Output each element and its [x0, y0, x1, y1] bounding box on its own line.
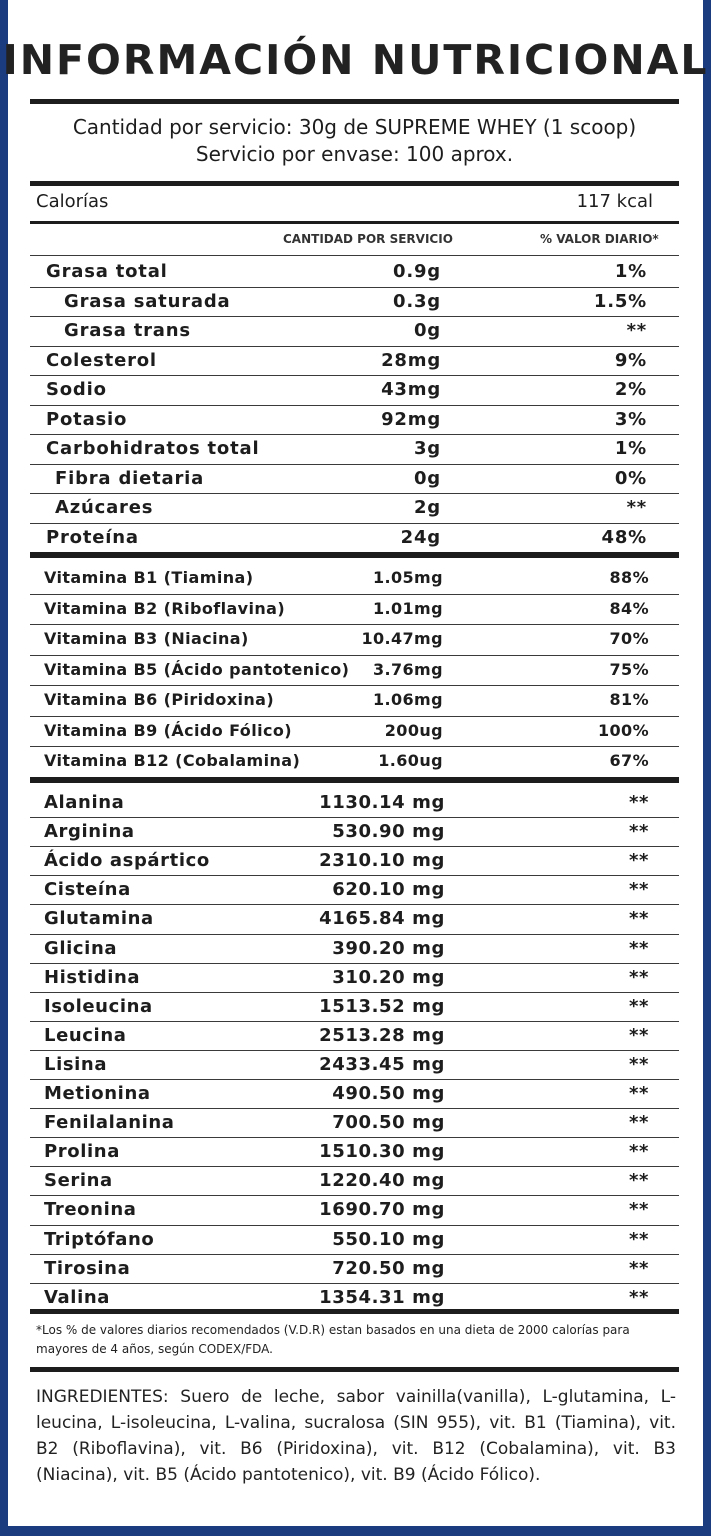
row-label: Azúcares	[55, 497, 154, 518]
row-label: Grasa total	[46, 261, 168, 282]
row-amount: 1220.40 mg	[319, 1170, 445, 1192]
row-daily-value: 84%	[609, 598, 649, 618]
table-row	[30, 993, 679, 1022]
row-amount: 1.06mg	[372, 690, 443, 709]
table-row	[30, 1051, 679, 1080]
table-row	[30, 494, 679, 524]
row-daily-value: **	[626, 320, 647, 341]
row-daily-value: **	[628, 995, 649, 1017]
row-label: Cisteína	[44, 879, 131, 901]
row-label: Histidina	[44, 966, 141, 988]
row-amount: 2g	[413, 497, 441, 518]
row-daily-value: **	[628, 792, 649, 813]
row-label: Treonina	[44, 1199, 137, 1221]
row-amount: 4165.84 mg	[319, 908, 445, 930]
column-header-amount: CANTIDAD POR SERVICIO	[283, 232, 453, 246]
table-row	[30, 1196, 679, 1225]
table-row	[30, 656, 679, 687]
table-row	[30, 1226, 679, 1255]
row-amount: 1690.70 mg	[319, 1199, 445, 1221]
row-label: Tirosina	[44, 1257, 131, 1279]
row-label: Vitamina B9 (Ácido Fólico)	[44, 720, 292, 740]
divider-serving	[30, 181, 679, 186]
divider-aminoacids	[30, 1309, 679, 1314]
table-row	[30, 818, 679, 847]
table-row	[30, 1167, 679, 1196]
table-row	[30, 258, 679, 288]
row-amount: 720.50 mg	[332, 1257, 445, 1279]
row-amount: 24g	[400, 526, 441, 548]
row-daily-value: 100%	[597, 720, 649, 740]
row-daily-value: **	[628, 1083, 649, 1104]
table-row	[30, 1255, 679, 1284]
row-label: Glutamina	[44, 908, 154, 930]
row-amount: 1.05mg	[372, 568, 443, 587]
table-row	[30, 435, 679, 465]
row-label: Triptófano	[44, 1228, 155, 1250]
row-daily-value: **	[628, 1141, 649, 1163]
table-row	[30, 376, 679, 406]
row-daily-value: **	[628, 908, 649, 930]
row-amount: 10.47mg	[361, 629, 443, 648]
row-amount: 1130.14 mg	[319, 792, 445, 813]
table-row	[30, 876, 679, 905]
row-daily-value: 48%	[601, 526, 647, 548]
table-row	[30, 288, 679, 318]
row-daily-value: **	[628, 1257, 649, 1279]
column-header-daily-value: % VALOR DIARIO*	[540, 232, 659, 246]
row-label: Vitamina B6 (Piridoxina)	[44, 690, 275, 709]
page-title: INFORMACIÓN NUTRICIONAL	[2, 36, 709, 84]
table-row	[30, 905, 679, 934]
row-label: Potasio	[46, 408, 128, 430]
row-amount: 1513.52 mg	[319, 995, 445, 1017]
row-label: Colesterol	[46, 349, 157, 371]
row-amount: 310.20 mg	[332, 966, 445, 988]
table-row	[30, 1080, 679, 1109]
row-label: Sodio	[46, 379, 107, 400]
row-amount: 490.50 mg	[332, 1083, 445, 1104]
row-daily-value: **	[626, 497, 647, 518]
row-label: Fibra dietaria	[55, 467, 205, 489]
row-amount: 2513.28 mg	[319, 1024, 445, 1046]
row-label: Isoleucina	[44, 995, 153, 1017]
table-row	[30, 747, 679, 778]
table-row	[30, 524, 679, 554]
row-daily-value: 1%	[614, 438, 647, 459]
row-label: Vitamina B2 (Riboflavina)	[44, 598, 286, 618]
row-label: Arginina	[44, 821, 135, 843]
row-label: Proteína	[46, 526, 139, 548]
row-daily-value: **	[628, 1199, 649, 1221]
row-daily-value: **	[628, 1112, 649, 1134]
table-row	[30, 1109, 679, 1138]
row-daily-value: **	[628, 1286, 649, 1308]
row-daily-value: **	[628, 1024, 649, 1046]
row-daily-value: **	[628, 850, 649, 872]
divider-calories	[30, 221, 679, 224]
row-daily-value: 67%	[609, 751, 649, 770]
divider-nutrients	[30, 552, 679, 558]
row-amount: 0g	[413, 467, 441, 489]
row-amount: 28mg	[381, 349, 441, 371]
table-row	[30, 789, 679, 818]
row-daily-value: **	[628, 1053, 649, 1075]
row-amount: 1.01mg	[372, 598, 443, 618]
row-amount: 200ug	[384, 720, 443, 740]
row-daily-value: **	[628, 966, 649, 988]
row-amount: 0.9g	[393, 261, 441, 282]
row-label: Vitamina B12 (Cobalamina)	[44, 751, 301, 770]
row-daily-value: 1.5%	[593, 290, 647, 312]
row-daily-value: 2%	[614, 379, 647, 400]
row-label: Grasa saturada	[64, 290, 231, 312]
row-daily-value: 1%	[614, 261, 647, 282]
row-daily-value: **	[628, 1170, 649, 1192]
table-row	[30, 1138, 679, 1167]
table-row	[30, 625, 679, 656]
divider-footnote	[30, 1367, 679, 1372]
row-amount: 620.10 mg	[332, 879, 445, 901]
footnote: *Los % de valores diarios recomendados (V.D.R) estan basados en una dieta de 2000 calorías para mayores de 4 años, según CODEX/FDA.	[36, 1323, 630, 1356]
row-daily-value: **	[628, 821, 649, 843]
row-amount: 550.10 mg	[332, 1228, 445, 1250]
row-daily-value: 9%	[614, 349, 647, 371]
row-label: Vitamina B5 (Ácido pantotenico)	[44, 659, 350, 679]
table-row	[30, 595, 679, 626]
row-amount: 2310.10 mg	[319, 850, 445, 872]
table-row	[30, 406, 679, 436]
table-row	[30, 564, 679, 595]
calories-row	[36, 191, 653, 212]
row-label: Fenilalanina	[44, 1112, 175, 1134]
row-amount: 0.3g	[393, 290, 441, 312]
table-row	[30, 317, 679, 347]
divider-top	[30, 99, 679, 104]
table-row	[30, 717, 679, 748]
row-label: Leucina	[44, 1024, 127, 1046]
row-daily-value: 3%	[614, 408, 647, 430]
row-daily-value: 81%	[609, 690, 649, 709]
row-daily-value: 70%	[609, 629, 649, 648]
row-daily-value: **	[628, 879, 649, 901]
table-row	[30, 686, 679, 717]
row-label: Serina	[44, 1170, 113, 1192]
row-amount: 92mg	[381, 408, 441, 430]
row-label: Vitamina B3 (Niacina)	[44, 629, 249, 648]
row-amount: 1.60ug	[378, 751, 443, 770]
table-row	[30, 847, 679, 876]
table-row	[30, 1022, 679, 1051]
servings-per-container: Servicio por envase: 100 aprox.	[195, 142, 514, 166]
row-label: Valina	[44, 1286, 110, 1308]
row-daily-value: 0%	[614, 467, 647, 489]
row-amount: 43mg	[381, 379, 441, 400]
row-amount: 1354.31 mg	[319, 1286, 445, 1308]
row-label: Alanina	[44, 792, 125, 813]
row-amount: 0g	[413, 320, 441, 341]
row-label: Ácido aspártico	[44, 850, 210, 872]
row-daily-value: 75%	[609, 659, 649, 679]
row-label: Vitamina B1 (Tiamina)	[44, 568, 254, 587]
table-row	[30, 935, 679, 964]
row-label: Glicina	[44, 937, 118, 959]
row-label: Grasa trans	[64, 320, 191, 341]
row-amount: 2433.45 mg	[319, 1053, 445, 1075]
divider-vitamins	[30, 777, 679, 783]
row-label: Carbohidratos total	[46, 438, 260, 459]
row-amount: 700.50 mg	[332, 1112, 445, 1134]
calories-label: Calorías	[36, 191, 109, 212]
row-daily-value: **	[628, 1228, 649, 1250]
serving-size: Cantidad por servicio: 30g de SUPREME WHEY (1 scoop)	[72, 115, 637, 139]
ingredients-text: INGREDIENTES: Suero de leche, sabor vainilla(vanilla), L-glutamina, L-leucina, L-isoleucina, L-valina, sucralosa (SIN 955), vit. B1 (Tiamina), vit. B2 (Riboflavina), vit. B6 (Piridoxina), vit. B12 (Cobalamina), vit. B3 (Niacina), vit. B5 (Ácido pantotenico), vit. B9 (Ácido Fólico).	[36, 1387, 676, 1485]
row-label: Lisina	[44, 1053, 108, 1075]
calories-value: 117 kcal	[576, 191, 653, 212]
row-label: Metionina	[44, 1083, 151, 1104]
row-amount: 1510.30 mg	[319, 1141, 445, 1163]
table-row	[30, 964, 679, 993]
row-label: Prolina	[44, 1141, 120, 1163]
row-daily-value: **	[628, 937, 649, 959]
row-amount: 530.90 mg	[332, 821, 445, 843]
divider-columns	[30, 255, 679, 256]
row-amount: 3.76mg	[372, 659, 443, 679]
table-row	[30, 347, 679, 377]
table-row	[30, 465, 679, 495]
row-daily-value: 88%	[609, 568, 649, 587]
row-amount: 3g	[413, 438, 441, 459]
row-amount: 390.20 mg	[332, 937, 445, 959]
